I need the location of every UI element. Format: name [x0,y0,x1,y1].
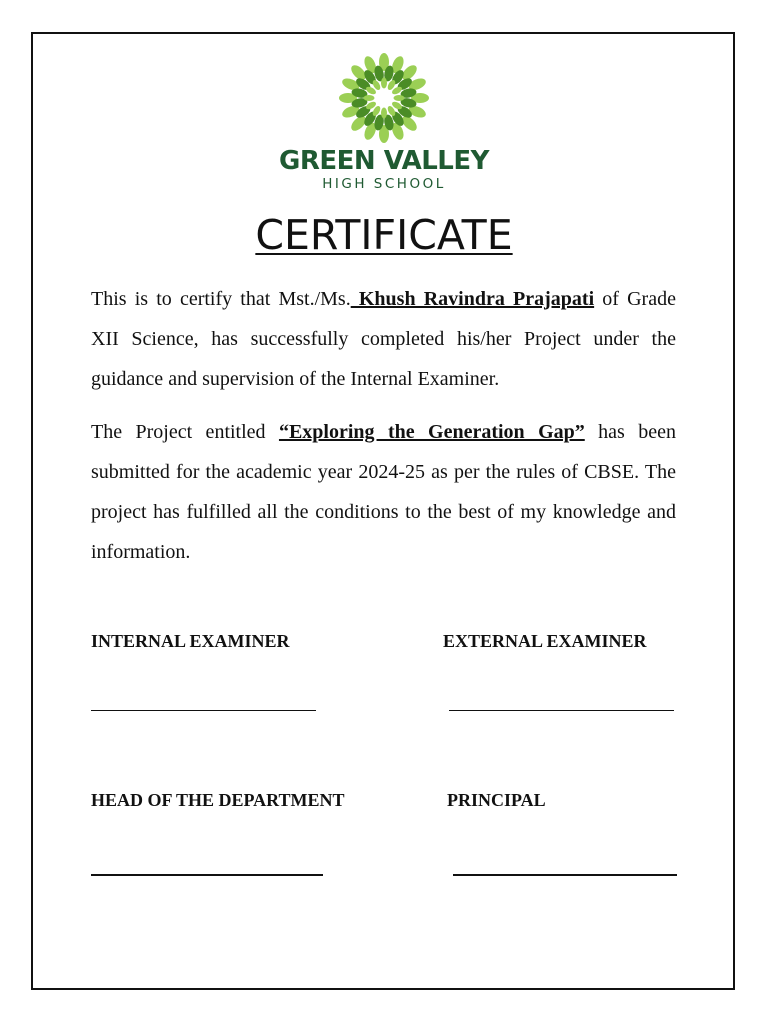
principal-signature-line [453,874,677,876]
internal-examiner-signature-line [91,710,316,711]
external-examiner-label: EXTERNAL EXAMINER [443,631,647,651]
leaf-icon [394,95,405,101]
project-title: “Exploring the Generation Gap” [278,421,585,443]
certify-rest-text: of Grade XII Science, has successfully completed his/her Project under the guidance and supervision of the Internal Examiner. [91,288,676,390]
certificate-title-text: CERTIFICATE [255,211,513,259]
school-logo [276,46,492,196]
school-name: GREEN VALLEY [279,146,489,176]
leaf-icon [381,78,387,89]
school-subtitle: HIGH SCHOOL [322,176,446,192]
project-rest-text: has been submitted for the academic year 2024-25 as per the rules of CBSE. The project has fulfilled all the conditions to the best of my knowledge and information. [91,421,676,563]
leaf-icon [381,108,387,119]
external-examiner-signature-line [449,710,674,711]
certificate-title [0,208,768,262]
certify-intro-text: This is to certify that Mst./Ms. [91,288,351,310]
project-paragraph [91,412,676,572]
leaf-icon [364,95,375,101]
principal-label: PRINCIPAL [447,790,546,810]
leaf-wreath-icon [338,50,430,146]
project-intro-text: The Project entitled [91,421,279,443]
student-name: Khush Ravindra Prajapati [350,288,595,310]
certification-paragraph [91,279,676,399]
internal-examiner-label: INTERNAL EXAMINER [91,631,290,651]
head-of-department-signature-line [91,874,323,876]
head-of-department-label: HEAD OF THE DEPARTMENT [91,790,345,810]
